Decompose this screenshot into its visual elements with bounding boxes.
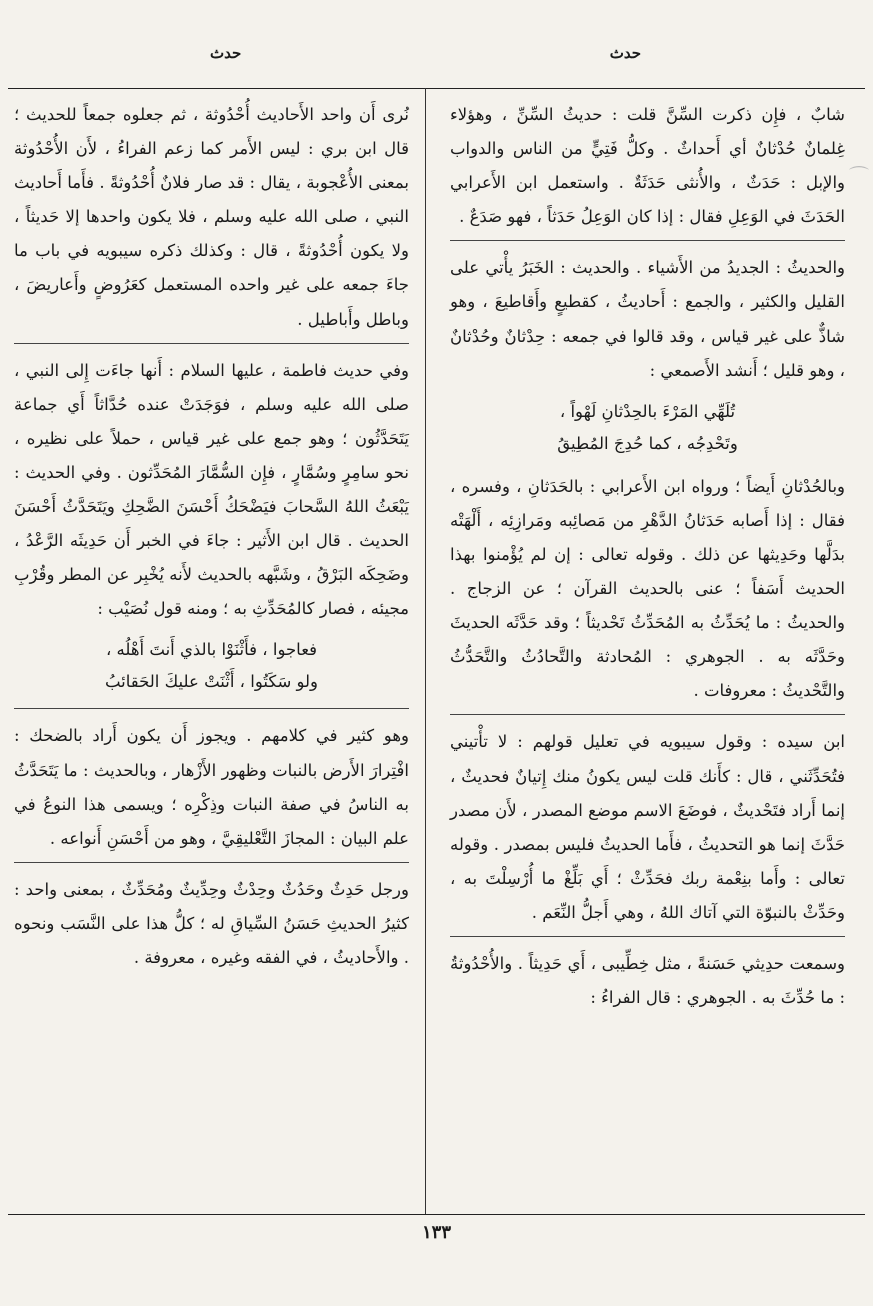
paragraph-rule [450,936,845,937]
verse [14,634,409,698]
left-column [14,98,409,975]
right-column [450,98,845,1015]
bottom-rule [8,1214,865,1215]
paragraph: ورجل حَدِثٌ وحَدُثٌ وحِدْثٌ وحِدِّيثٌ ومُحَدِّثٌ ، بمعنى واحد : كثيرُ الحديثِ حَسَنُ السِّياقِ له ؛ كلُّ هذا على النَّسَب ونحوه . والأَحاديثُ ، في الفقه وغيره ، معروفة . [14,879,409,967]
paragraph: والحديثُ : الجديدُ من الأَشياء . والحديث : الخَبَرُ يأْتي على القليل والكثير ، والجمع : أَحاديثُ ، كقطيعٍ وأَقاطيعَ ، وهو شاذٌّ على غير قياس ، وقد قالوا في جمعه : حِدْثانٌ وحُدْثانٌ ، وهو قليل ؛ أَنشد الأَصمعي : [450,258,845,380]
page-number: ١٣٣ [421,1222,451,1243]
verse-line-1: تُلَهِّي المَرْءَ بالحِدْثانِ لَهْواً ، [559,401,736,421]
running-header-right: حدث [609,44,641,62]
running-header-left: حدث [210,44,242,62]
paragraph-rule [14,862,409,863]
paragraph-rule [14,343,409,344]
paragraph: ابن سيده : وقول سيبويه في تعليل قولهم : لا تأْتيني فتُحَدِّثَني ، قال : كأَنك قلت ليس يكونُ منك إِتيانٌ فحديثٌ ، إنما أَراد فتَحْديثٌ ، فوضَعَ الاسم موضع المصدر ، لأَن مصدر حَدَّثَ إنما هو التحديثُ ، فأَما الحديثُ فليس بمصدر . وقوله تعالى : وأَما بنِعْمة ربك فحَدِّثْ ؛ أَي بَلِّغْ ما أُرْسِلْتَ به ، وحَدِّثْ بالنبوّة التي آتاك اللهُ ، وهي أَجلُّ النِّعَم . [450,732,845,922]
verse-line-1: فعاجوا ، فأَثْنَوْا بالذي أَنتَ أَهْلُه ، [105,640,318,660]
verse [450,396,845,460]
paragraph-rule [450,714,845,715]
paragraph: شابٌ ، فإِن ذكرت السِّنَّ قلت : حديثُ السِّنِّ ، وهؤلاء غِلمانٌ حُدْثانٌ أي أَحداثٌ . وكلُّ فَتِيٍّ من الناس والدواب والإبل : حَدَثٌ ، والأُنثى حَدَثَةٌ . واستعمل ابن الأَعرابي الحَدَثَ في الوَعِلِ فقال : إذا كان الوَعِلُ حَدَثاً ، فهو صَدَعٌ . [450,105,845,227]
margin-mark: ⌒ [849,164,869,188]
top-rule [8,88,865,89]
verse-line-2: وتَحْدِجُه ، كما حُدِجَ المُطِيقُ [557,433,738,453]
column-divider [425,88,426,1214]
paragraph: وفي حديث فاطمة ، عليها السلام : أَنها جاءَت إِلى النبي ، صلى الله عليه وسلم ، فوَجَدَتْ عنده حُدَّاثاً أَي جماعة يَتَحَدَّثُون ؛ وهو جمع على غير قياس ، حملاً على نظيره ، نحو سامِرٍ وسُمَّارٍ ، فإِن السُّمَّارَ المُحَدِّثون . وفي الحديث : يَبْعَثُ اللهُ السَّحابَ فيَضْحَكُ أَحْسَنَ الضَّحِكِ ويَتَحَدَّثُ أَحْسَنَ الحديث . قال ابن الأَثير : جاءَ في الخبر أَن حَدِيثَه الرَّعْدُ ، وضَحِكَه البَرْقُ ، وشَبَّهه بالحديث لأَنه يُخْبِر عن المطر وقُرْبِ مجيئه ، فصار كالمُحَدِّثِ به ؛ ومنه قول نُصَيْب : [14,360,409,619]
paragraph-rule [450,240,845,241]
paragraph: وسمعت حدِيثي حَسَنةً ، مثل خِطِّيبى ، أَي حَدِيثاً . والأُحْدُوثةُ : ما حُدِّثَ به . الجوهري : قال الفراءُ : [450,953,845,1008]
paragraph-rule [14,708,409,709]
verse-line-2: ولو سَكَتُوا ، أَثْنَتْ عليكَ الحَقائبُ [104,672,319,692]
paragraph: وهو كثير في كلامهم . ويجوز أَن يكون أَراد بالضحك : افْتِرارَ الأَرض بالنبات وظهور الأَزْهار ، وبالحديث : ما يَتَحَدَّثُ به الناسُ في صفة النبات وذِكْرِه ؛ ويسمى هذا النوعُ في علم البيان : المجازَ التَّعْليقِيَّ ، وهو من أَحْسَنِ أَنواعه . [14,726,409,848]
paragraph: نُرى أَن واحد الأَحاديث أُحْدُوثة ، ثم جعلوه جمعاً للحديث ؛ قال ابن بري : ليس الأَمر كما زعم الفراءُ ، لأَن الأُحْدُوثة بمعنى الأُعْجوبة ، يقال : قد صار فلانٌ أُحْدُوثةً . فأَما أَحاديث النبي ، صلى الله عليه وسلم ، فلا يكون واحدها إلا حَديثاً ، ولا يكون أُحْدُوثةً ، قال : وكذلك ذكره سيبويه في باب ما جاءَ جمعه على غير واحده المستعمل كعَرُوضٍ وأَعاريضَ ، وباطل وأَباطيل . [14,105,409,329]
paragraph: وبالحُدْثانِ أَيضاً ؛ ورواه ابن الأَعرابي : بالحَدَثانِ ، وفسره ، فقال : إذا أَصابه حَدَثانُ الدَّهْرِ من مَصائِبه ومَرازِئِه ، أَلْهَتْه بدَلَّها وحَدِيثها عن ذلك . وقوله تعالى : إن لم يُؤْمنوا بهذا الحديث أَسَفاً ؛ عنى بالحديث القرآن ؛ عن الزجاج . والحديثُ : ما يُحَدِّثُ به المُحَدِّثُ تَحْديثاً ؛ وقد حَدَّثَه الحديثَ وحَدَّثَه به . الجوهري : المُحادثة والتَّحادُثُ والتَّحَدُّثُ والتَّحْديثُ : معروفات . [450,476,845,701]
